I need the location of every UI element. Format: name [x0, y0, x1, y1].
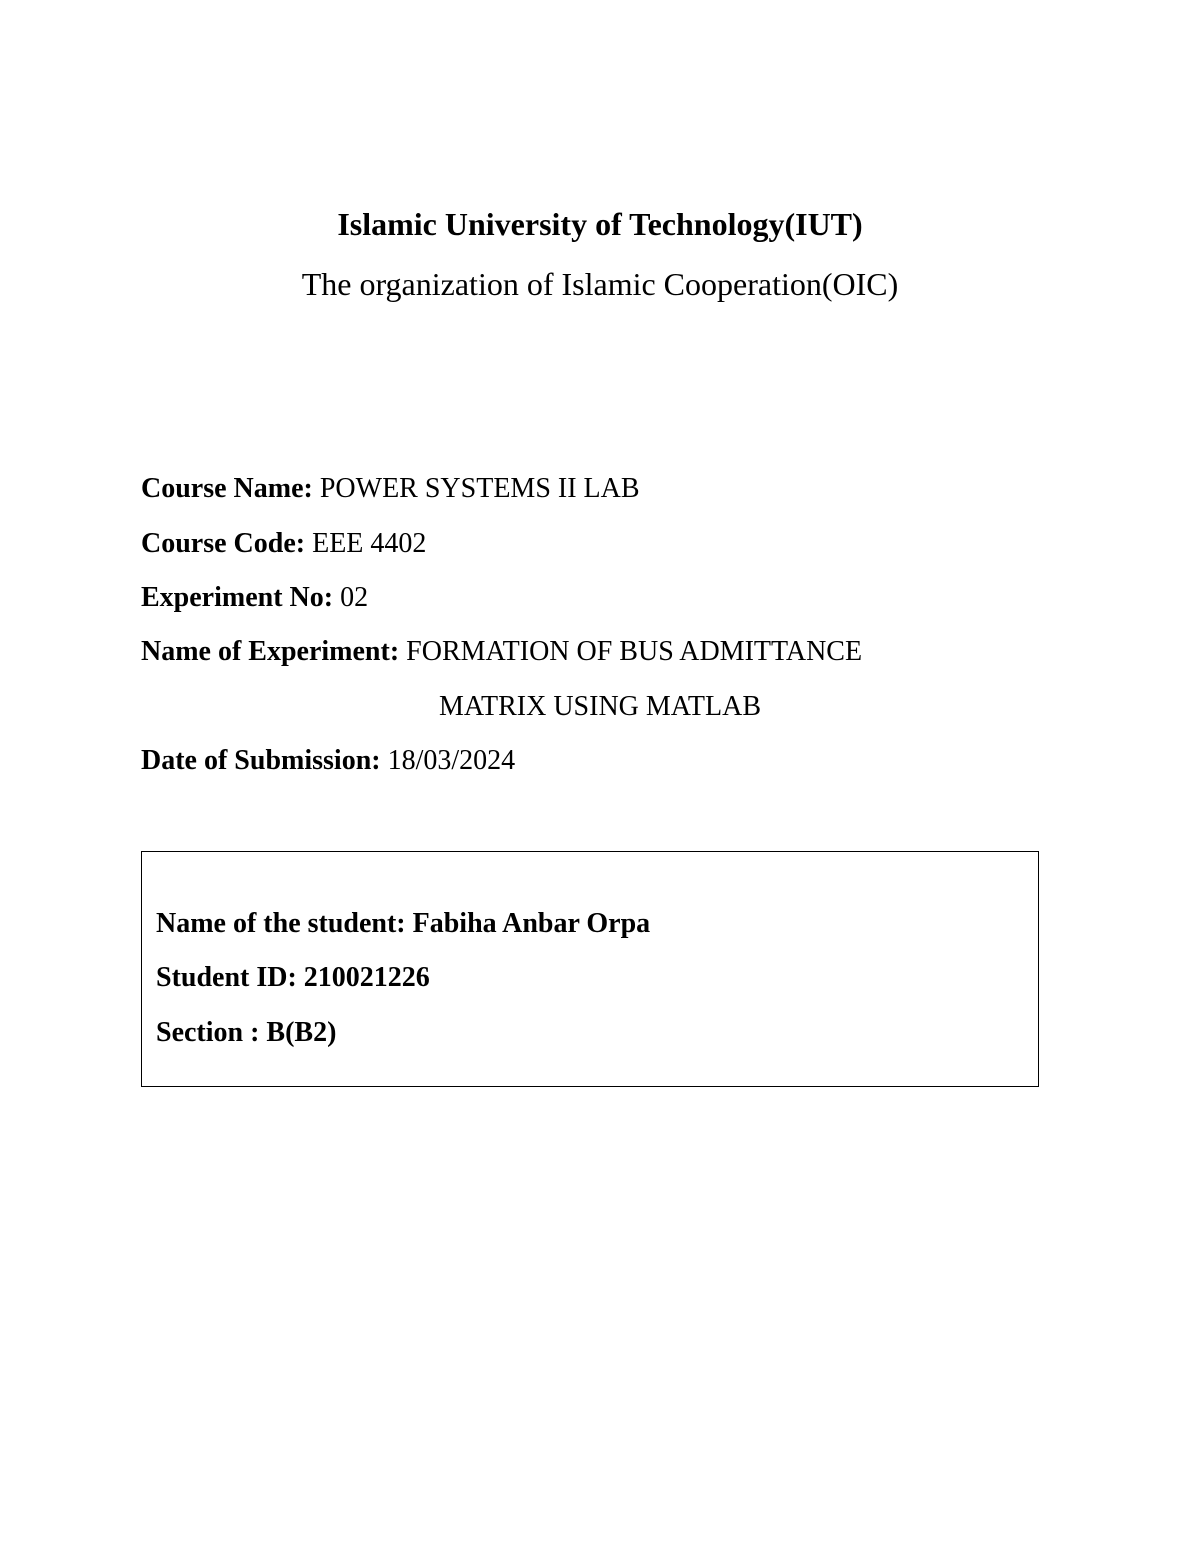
student-info-box — [141, 851, 1039, 1087]
experiment-name-value-line1: FORMATION OF BUS ADMITTANCE — [406, 636, 863, 667]
course-name-label: Course Name: — [141, 473, 313, 504]
student-name: Name of the student: Fabiha Anbar Orpa — [156, 908, 651, 939]
experiment-no-line — [141, 580, 368, 616]
course-name-value: POWER SYSTEMS II LAB — [319, 473, 640, 504]
experiment-name-line — [141, 634, 862, 670]
experiment-name-value-line2: MATRIX USING MATLAB — [439, 691, 762, 722]
student-id: Student ID: 210021226 — [156, 962, 430, 993]
submission-date-label: Date of Submission: — [141, 745, 381, 776]
student-section: Section : B(B2) — [156, 1017, 337, 1048]
course-code-value: EEE 4402 — [312, 528, 427, 559]
organization-subtitle: The organization of Islamic Cooperation(OIC) — [301, 266, 899, 302]
course-name-line — [141, 471, 640, 507]
submission-date-value: 18/03/2024 — [387, 745, 516, 776]
submission-date-line — [141, 743, 515, 779]
experiment-no-value: 02 — [340, 582, 369, 613]
experiment-name-label: Name of Experiment: — [141, 636, 400, 667]
university-title: Islamic University of Technology(IUT) — [337, 206, 863, 242]
course-code-line — [141, 526, 426, 562]
course-code-label: Course Code: — [141, 528, 306, 559]
experiment-no-label: Experiment No: — [141, 582, 334, 613]
